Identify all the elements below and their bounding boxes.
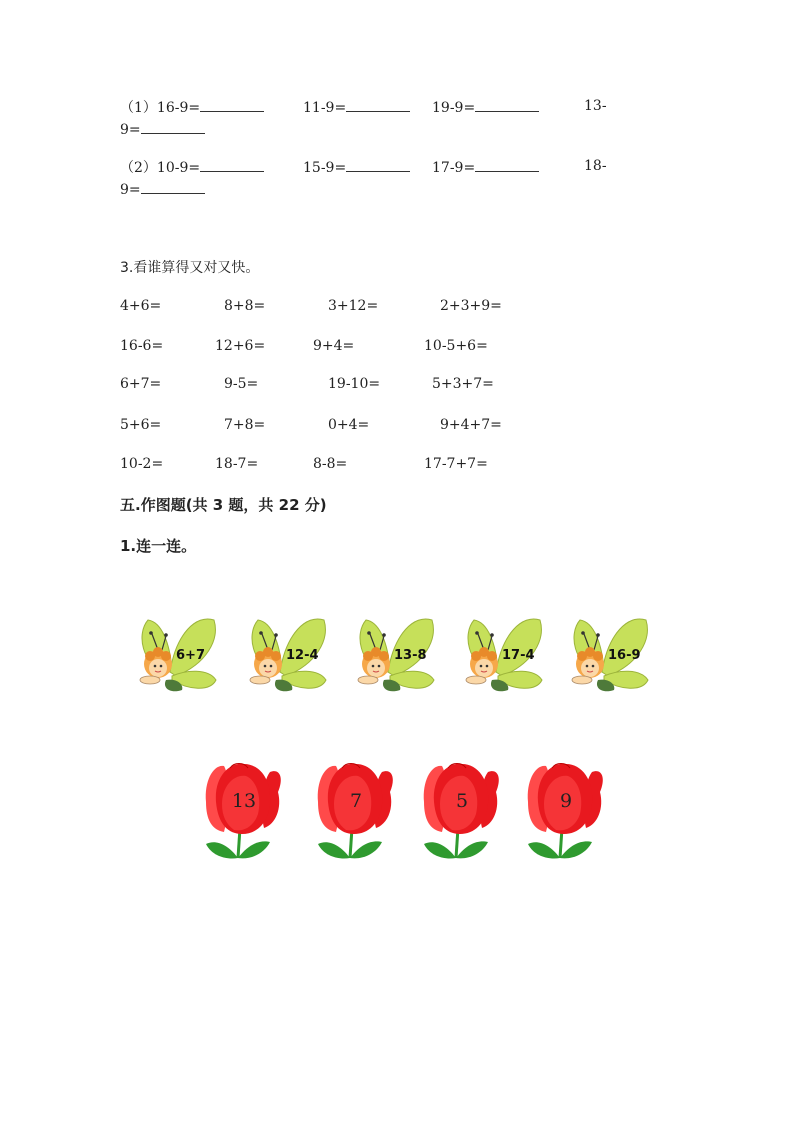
answer-blank[interactable] [475,157,539,172]
equation: 16-6= [120,338,164,354]
bee-equation: 6+7 [176,648,205,663]
bee-card[interactable] [246,614,330,698]
equation-cell [120,179,205,199]
bee-card[interactable] [568,614,652,698]
equation: 16-9= [156,100,201,116]
equation: 6+7= [120,376,162,392]
equation: 17-7+7= [424,456,488,472]
row-prefix: （1） [120,100,157,116]
answer-blank[interactable] [200,157,264,172]
equation: 8-8= [313,456,348,472]
equation: 17-9= [432,160,476,176]
equation-wrap-first: 18- [584,158,607,174]
question-3-title: 3.看谁算得又对又快。 [120,260,260,276]
tulip-icon [312,762,396,866]
flower-card[interactable] [200,762,284,866]
equation: 7+8= [224,417,266,433]
bee-equation: 17-4 [502,648,535,663]
equation: 10-9= [156,160,201,176]
answer-blank[interactable] [141,179,205,194]
equation: 5+6= [120,417,162,433]
equation: 18-7= [215,456,259,472]
tulip-icon [200,762,284,866]
equation: 5+3+7= [432,376,494,392]
equation-cell [432,97,539,117]
equation: 9+4= [313,338,355,354]
flower-number: 5 [455,790,469,812]
equation: 3+12= [328,298,379,314]
flower-card[interactable] [418,762,502,866]
question-1-title: 1.连一连。 [120,537,197,555]
bee-card[interactable] [354,614,438,698]
answer-blank[interactable] [200,97,264,112]
answer-blank[interactable] [346,157,410,172]
equation: 12+6= [215,338,266,354]
equation: 2+3+9= [440,298,502,314]
equation: 9-5= [224,376,259,392]
equation: 4+6= [120,298,162,314]
equation: 11-9= [303,100,347,116]
flower-number: 9 [559,790,573,812]
flower-card[interactable] [522,762,606,866]
equation-wrap-first: 13- [584,98,607,114]
bee-card[interactable] [136,614,220,698]
subtraction-row-2 [120,157,264,177]
flower-number: 7 [349,790,363,812]
equation-wrap-second: 9= [120,182,141,198]
answer-blank[interactable] [141,119,205,134]
equation-wrap-second: 9= [120,122,141,138]
answer-blank[interactable] [475,97,539,112]
section-heading: 五.作图题(共 3 题，共 22 分) [120,496,327,514]
equation-cell [303,157,410,177]
tulip-icon [418,762,502,866]
equation: 9+4+7= [440,417,502,433]
answer-blank[interactable] [346,97,410,112]
subtraction-row-1 [120,97,264,117]
equation-cell [120,119,205,139]
equation: 0+4= [328,417,370,433]
equation: 15-9= [303,160,347,176]
equation: 10-2= [120,456,164,472]
tulip-icon [522,762,606,866]
bee-equation: 16-9 [608,648,641,663]
equation: 8+8= [224,298,266,314]
row-prefix: （2） [120,160,157,176]
flower-card[interactable] [312,762,396,866]
equation-cell [303,97,410,117]
equation: 19-9= [432,100,476,116]
bee-card[interactable] [462,614,546,698]
equation: 19-10= [328,376,381,392]
bee-equation: 12-4 [286,648,319,663]
equation-cell [432,157,539,177]
bee-equation: 13-8 [394,648,427,663]
equation: 10-5+6= [424,338,488,354]
flower-number: 13 [231,790,257,812]
